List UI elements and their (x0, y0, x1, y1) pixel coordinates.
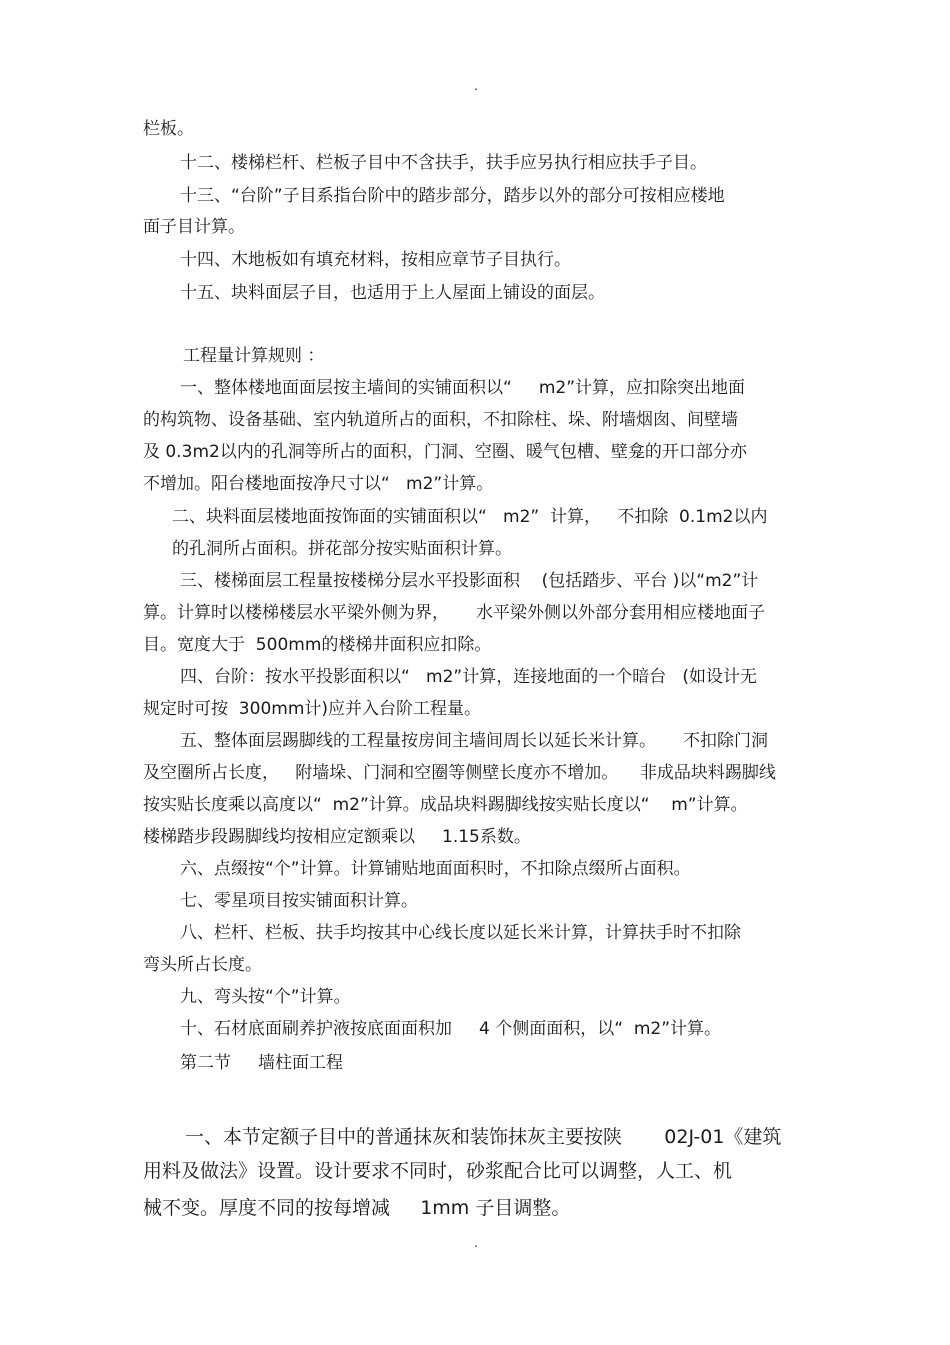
text-line: 不增加。阳台楼地面按净尺寸以“ m2”计算。 (143, 474, 494, 494)
text-line: 三、楼梯面层工程量按楼梯分层水平投影面积 (包括踏步、平台 )以“m2”计 (180, 571, 759, 591)
text-line: 算。计算时以楼梯楼层水平梁外侧为界， 水平梁外侧以外部分套用相应楼地面子 (143, 603, 766, 623)
text-line: 十二、楼梯栏杆、栏板子目中不含扶手，扶手应另执行相应扶手子目。 (180, 153, 707, 173)
text-line: 十四、木地板如有填充材料，按相应章节子目执行。 (180, 250, 571, 270)
text-line: 十三、“台阶”子目系指台阶中的踏步部分，踏步以外的部分可按相应楼地 (180, 186, 725, 206)
text-line: 楼梯踏步段踢脚线均按相应定额乘以 1.15系数。 (143, 827, 531, 847)
text-line: 面子目计算。 (143, 217, 245, 237)
text-line: 四、台阶：按水平投影面积以“ m2”计算，连接地面的一个暗台 (如设计无 (180, 667, 758, 687)
text-line: 目。宽度大于 500mm的楼梯井面积应扣除。 (143, 635, 492, 655)
text-line: 十五、块料面层子目，也适用于上人屋面上铺设的面层。 (180, 283, 605, 303)
text-line: 一、整体楼地面面层按主墙间的实铺面积以“ m2”计算，应扣除突出地面 (180, 378, 746, 398)
text-line: 及 0.3m2以内的孔洞等所占的面积，门洞、空圈、暖气包槽、壁龛的开口部分亦 (143, 442, 747, 462)
section-title: 第二节 墙柱面工程 (180, 1053, 344, 1073)
text-line: 用料及做法》设置。设计要求不同时，砂浆配合比可以调整，人工、机 (143, 1160, 733, 1182)
text-line: 按实贴长度乘以高度以“ m2”计算。成品块料踢脚线按实贴长度以“ m”计算。 (143, 795, 748, 815)
page-bottom-mark: . (474, 1236, 478, 1250)
text-line: 五、整体面层踢脚线的工程量按房间主墙间周长以延长米计算。 不扣除门洞 (180, 731, 769, 751)
text-line: 八、栏杆、栏板、扶手均按其中心线长度以延长米计算，计算扶手时不扣除 (180, 923, 741, 943)
text-line: 一、本节定额子目中的普通抹灰和装饰抹灰主要按陕 02J-01《建筑 (185, 1126, 782, 1148)
text-line: 弯头所占长度。 (143, 955, 262, 975)
text-line: 规定时可按 300mm计)应并入台阶工程量。 (143, 699, 482, 719)
section-heading: 工程量计算规则 ： (183, 346, 325, 366)
text-line: 及空圈所占长度， 附墙垛、门洞和空圈等侧壁长度亦不增加。 非成品块料踢脚线 (143, 763, 776, 783)
text-line: 二、块料面层楼地面按饰面的实铺面积以“ m2” 计算， 不扣除 0.1m2以内 (172, 507, 768, 527)
text-line: 六、点缀按“个”计算。计算铺贴地面面积时，不扣除点缀所占面积。 (180, 859, 691, 879)
text-line: 七、零星项目按实铺面积计算。 (180, 891, 418, 911)
text-line: 械不变。厚度不同的按每增减 1mm 子目调整。 (143, 1197, 571, 1219)
text-line: 十、石材底面刷养护液按底面面积加 4 个侧面面积，以“ m2”计算。 (180, 1019, 722, 1039)
text-line: 的孔洞所占面积。拼花部分按实贴面积计算。 (172, 539, 512, 559)
text-line: 栏板。 (143, 119, 194, 139)
text-line: 的构筑物、设备基础、室内轨道所占的面积，不扣除柱、垛、附墙烟囱、间壁墙 (143, 410, 738, 430)
page-top-mark: . (474, 79, 478, 93)
text-line: 九、弯头按“个”计算。 (180, 987, 351, 1007)
